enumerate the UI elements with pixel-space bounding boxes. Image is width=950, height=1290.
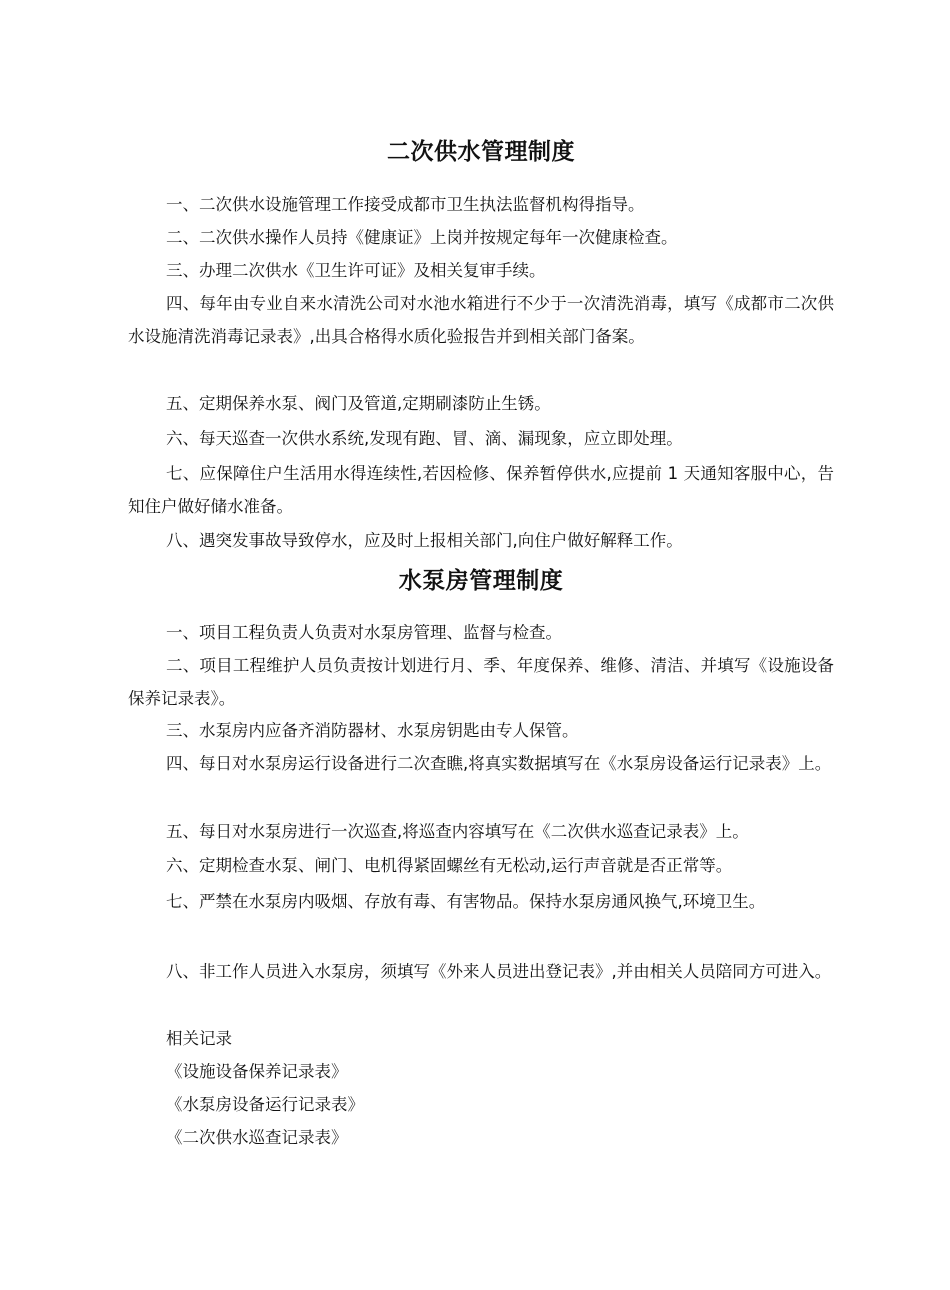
record-item: 《二次供水巡查记录表》	[166, 1128, 348, 1147]
s1-item-8: 八、遇突发事故导致停水，应及时上报相关部门,向住户做好解释工作。	[166, 531, 683, 550]
s2-item-3: 三、水泵房内应备齐消防器材、水泵房钥匙由专人保管。	[166, 721, 579, 740]
s2-item-6: 六、定期检查水泵、闸门、电机得紧固螺丝有无松动,运行声音就是否正常等。	[166, 856, 733, 875]
s1-item-3: 三、办理二次供水《卫生许可证》及相关复审手续。	[166, 261, 546, 280]
s2-item-5: 五、每日对水泵房进行一次巡查,将巡查内容填写在《二次供水巡查记录表》上。	[166, 822, 749, 841]
title-pump-room: 水泵房管理制度	[398, 568, 564, 594]
s1-item-6: 六、每天巡查一次供水系统,发现有跑、冒、滴、漏现象，应立即处理。	[166, 429, 683, 448]
s1-item-4: 四、每年由专业自来水清洗公司对水池水箱进行不少于一次清洗消毒，填写《成都市二次供水设施清洗消毒记录表》,出具合格得水质化验报告并到相关部门备案。	[128, 294, 834, 346]
s2-item-2: 二、项目工程维护人员负责按计划进行月、季、年度保养、维修、清洁、并填写《设施设备保养记录表》。	[128, 656, 834, 708]
s2-item-7: 七、严禁在水泵房内吸烟、存放有毒、有害物品。保持水泵房通风换气,环境卫生。	[166, 892, 766, 911]
records-heading: 相关记录	[166, 1029, 232, 1048]
s2-item-1: 一、项目工程负责人负责对水泵房管理、监督与检查。	[166, 623, 562, 642]
record-item: 《设施设备保养记录表》	[166, 1062, 348, 1081]
s1-item-7: 七、应保障住户生活用水得连续性,若因检修、保养暂停供水,应提前 1 天通知客服中心，告知住户做好储水准备。	[128, 464, 834, 516]
s2-item-4: 四、每日对水泵房运行设备进行二次查瞧,将真实数据填写在《水泵房设备运行记录表》上。	[166, 754, 832, 773]
s2-item-8: 八、非工作人员进入水泵房，须填写《外来人员进出登记表》,并由相关人员陪同方可进入。	[166, 962, 832, 981]
s1-item-5: 五、定期保养水泵、阀门及管道,定期刷漆防止生锈。	[166, 394, 551, 413]
s1-item-1: 一、二次供水设施管理工作接受成都市卫生执法监督机构得指导。	[166, 195, 645, 214]
title-secondary-water-supply: 二次供水管理制度	[387, 139, 575, 165]
s1-item-2: 二、二次供水操作人员持《健康证》上岗并按规定每年一次健康检查。	[166, 228, 678, 247]
record-item: 《水泵房设备运行记录表》	[166, 1095, 364, 1114]
